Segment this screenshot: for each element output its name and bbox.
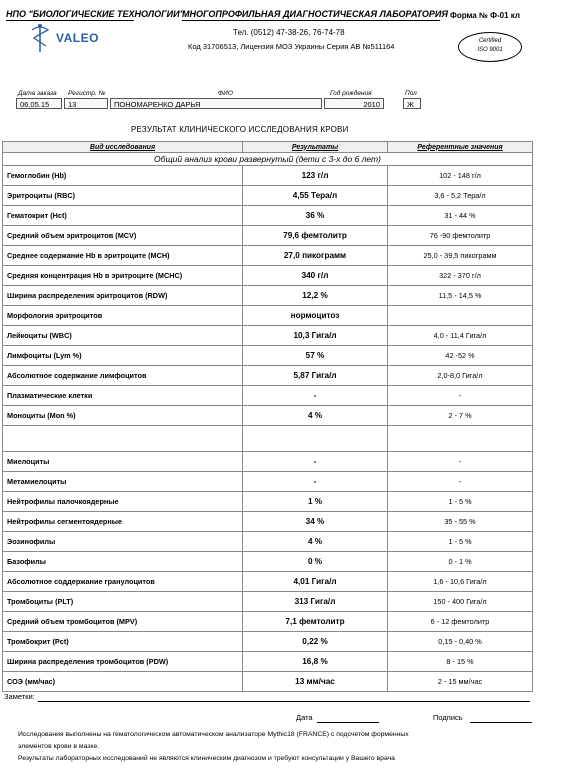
sex-label: Пол [405, 90, 417, 97]
test-name-cell: Тромбокрит (Pct) [3, 632, 243, 652]
result-cell: 4,55 Тера/л [243, 186, 388, 206]
result-cell: 0,22 % [243, 632, 388, 652]
result-cell: 10,3 Гига/л [243, 326, 388, 346]
table-row [3, 306, 533, 326]
table-row [3, 532, 533, 552]
reference-cell: - [388, 452, 533, 472]
test-name-cell: Абсолютное соддержание гранулоцитов [3, 572, 243, 592]
test-name-cell: Ширина распределения тромбоцитов (PDW) [3, 652, 243, 672]
result-cell: 123 г/л [243, 166, 388, 186]
header-rule [6, 20, 134, 21]
signature-line [470, 722, 532, 723]
table-row [3, 186, 533, 206]
reference-cell: 6 - 12 фемтолитр [388, 612, 533, 632]
test-name-cell: Моноциты (Mon %) [3, 406, 243, 426]
reference-cell: 3,6 - 5,2 Тера/л [388, 186, 533, 206]
table-row [3, 386, 533, 406]
reference-cell [388, 426, 533, 452]
test-name-cell: Метамиелоциты [3, 472, 243, 492]
header-rule [182, 20, 440, 21]
result-cell [243, 426, 388, 452]
test-name-cell: Лимфоциты (Lym %) [3, 346, 243, 366]
result-cell: 313 Гига/л [243, 592, 388, 612]
reference-cell: 35 - 55 % [388, 512, 533, 532]
test-name-cell: СОЭ (мм/час) [3, 672, 243, 692]
reference-cell: 8 - 15 % [388, 652, 533, 672]
test-name-cell: Гемоглобин (Hb) [3, 166, 243, 186]
organization-name: НПО "БИОЛОГИЧЕСКИЕ ТЕХНОЛОГИИ" [6, 9, 184, 19]
fio-field: ПОНОМАРЕНКО ДАРЬЯ [110, 98, 322, 109]
test-name-cell: Морфология эритроцитов [3, 306, 243, 326]
date-line [317, 722, 379, 723]
table-row [3, 592, 533, 612]
registration-field: 13 [64, 98, 108, 109]
order-date-label: Дата заказа [18, 90, 57, 97]
reference-cell: 0,15 - 0,40 % [388, 632, 533, 652]
test-name-cell: Базофилы [3, 552, 243, 572]
test-name-cell: Эритроциты (RBC) [3, 186, 243, 206]
result-cell: 16,8 % [243, 652, 388, 672]
reference-cell: 1 - 5 % [388, 492, 533, 512]
table-row [3, 492, 533, 512]
result-cell: - [243, 472, 388, 492]
table-row [3, 632, 533, 652]
reference-cell: 102 - 148 г/л [388, 166, 533, 186]
table-row [3, 406, 533, 426]
table-row [3, 266, 533, 286]
iso-certificate-stamp [458, 32, 522, 62]
column-header-result: Результаты [243, 142, 388, 153]
reference-cell: - [388, 472, 533, 492]
column-header-reference: Референтные значения [388, 142, 533, 153]
table-row [3, 346, 533, 366]
reference-cell: 1 - 5 % [388, 532, 533, 552]
reference-cell: 150 - 400 Гига/л [388, 592, 533, 612]
result-cell: нормоцитоз [243, 306, 388, 326]
license-code: Код 31706513, Лицензия МОЗ Украины Серия АВ №511164 [188, 42, 395, 51]
result-cell: 36 % [243, 206, 388, 226]
result-cell: 4 % [243, 406, 388, 426]
result-cell: 0 % [243, 552, 388, 572]
caduceus-icon [28, 22, 54, 54]
cert-line2: ISO 9001 [477, 47, 503, 53]
reference-cell: 11,5 - 14,5 % [388, 286, 533, 306]
date-label: Дата [296, 713, 313, 722]
table-row [3, 166, 533, 186]
form-number: Форма № Ф-01 кл [450, 11, 520, 20]
notes-label: Заметки: [4, 692, 35, 701]
result-cell: 340 г/л [243, 266, 388, 286]
result-cell: 13 мм/час [243, 672, 388, 692]
test-name-cell: Эозинофилы [3, 532, 243, 552]
result-cell: 12,2 % [243, 286, 388, 306]
reference-cell: 76 -90 фемтолитр [388, 226, 533, 246]
test-name-cell: Средний объем тромбоцитов (MPV) [3, 612, 243, 632]
reference-cell: 2 - 7 % [388, 406, 533, 426]
table-row [3, 672, 533, 692]
table-row [3, 652, 533, 672]
registration-label: Регистр. № [68, 90, 106, 97]
reference-cell [388, 306, 533, 326]
test-name-cell [3, 426, 243, 452]
table-subtitle-row [3, 153, 533, 166]
test-name-cell: Нейтрофилы сегментоядерные [3, 512, 243, 532]
table-row [3, 472, 533, 492]
table-row [3, 612, 533, 632]
notes-line [38, 701, 530, 702]
test-name-cell: Миелоциты [3, 452, 243, 472]
table-row [3, 426, 533, 452]
test-name-cell: Плазматические клетки [3, 386, 243, 406]
test-name-cell: Лейкоциты (WBC) [3, 326, 243, 346]
column-header-test: Вид исследования [3, 142, 243, 153]
footnote-disclaimer: Результаты лабораторных исследований не являются клиническим диагнозом и требуют консультации у Вашего врача [18, 755, 395, 762]
result-cell: 79,6 фемтолитр [243, 226, 388, 246]
result-cell: - [243, 452, 388, 472]
reference-cell: 4,0 - 11,4 Гига/л [388, 326, 533, 346]
logo-text: VALEO [56, 31, 99, 45]
result-cell: - [243, 386, 388, 406]
table-header-row [3, 142, 533, 153]
test-name-cell: Гематокрит (Hct) [3, 206, 243, 226]
report-title: РЕЗУЛЬТАТ КЛИНИЧЕСКОГО ИССЛЕДОВАНИЯ КРОВИ [131, 125, 349, 134]
reference-cell: - [388, 386, 533, 406]
sex-field: Ж [403, 98, 421, 109]
reference-cell: 42 -52 % [388, 346, 533, 366]
order-date-field: 06.05.15 [16, 98, 62, 109]
reference-cell: 2,0-8,0 Гига/л [388, 366, 533, 386]
table-row [3, 206, 533, 226]
test-name-cell: Ширина распределения эритроцитов (RDW) [3, 286, 243, 306]
test-name-cell: Нейтрофилы палочкоядерные [3, 492, 243, 512]
reference-cell: 25,0 - 39,5 пикограмм [388, 246, 533, 266]
birth-year-label: Год рождения [330, 90, 372, 97]
test-name-cell: Среднее содержание Hb в эритроците (MCH) [3, 246, 243, 266]
table-row [3, 512, 533, 532]
birth-year-field: 2010 [324, 98, 384, 109]
table-row [3, 452, 533, 472]
table-row [3, 246, 533, 266]
table-subtitle: Общий анализ крови развернутый (дети с 3-х до 6 лет) [3, 153, 533, 166]
cert-line1: Certified [478, 38, 502, 44]
fio-label: ФИО [218, 90, 233, 97]
test-name-cell: Тромбоциты (PLT) [3, 592, 243, 612]
footnote-analyzer: Исследования выполнены на гематологическом автоматическом анализаторе Mythic18 (FRANCE) с подсчетом форменных [18, 731, 409, 738]
table-row [3, 226, 533, 246]
table-row [3, 286, 533, 306]
table-row [3, 552, 533, 572]
reference-cell: 31 - 44 % [388, 206, 533, 226]
valeo-logo [28, 22, 108, 54]
result-cell: 57 % [243, 346, 388, 366]
result-cell: 5,87 Гига/л [243, 366, 388, 386]
result-cell: 27,0 пикограмм [243, 246, 388, 266]
table-row [3, 366, 533, 386]
test-name-cell: Средний объем эритроцитов (MCV) [3, 226, 243, 246]
table-row [3, 326, 533, 346]
laboratory-name: МНОГОПРОФИЛЬНАЯ ДИАГНОСТИЧЕСКАЯ ЛАБОРАТОРИЯ [182, 9, 448, 19]
telephone: Тел. (0512) 47-38-26, 76-74-78 [233, 28, 345, 37]
reference-cell: 0 - 1 % [388, 552, 533, 572]
test-name-cell: Средняя концентрация Hb в эритроците (MCHC) [3, 266, 243, 286]
blood-test-table [2, 141, 533, 692]
result-cell: 4 % [243, 532, 388, 552]
result-cell: 1 % [243, 492, 388, 512]
result-cell: 7,1 фемтолитр [243, 612, 388, 632]
result-cell: 34 % [243, 512, 388, 532]
table-row [3, 572, 533, 592]
result-cell: 4,01 Гига/л [243, 572, 388, 592]
reference-cell: 1,6 - 10,6 Гига/л [388, 572, 533, 592]
reference-cell: 2 - 15 мм/час [388, 672, 533, 692]
test-name-cell: Абсолютное содержание лимфоцитов [3, 366, 243, 386]
footnote-smear: элементов крови в мазке. [18, 743, 100, 750]
signature-label: Подпись [433, 713, 463, 722]
reference-cell: 322 - 370 г/л [388, 266, 533, 286]
